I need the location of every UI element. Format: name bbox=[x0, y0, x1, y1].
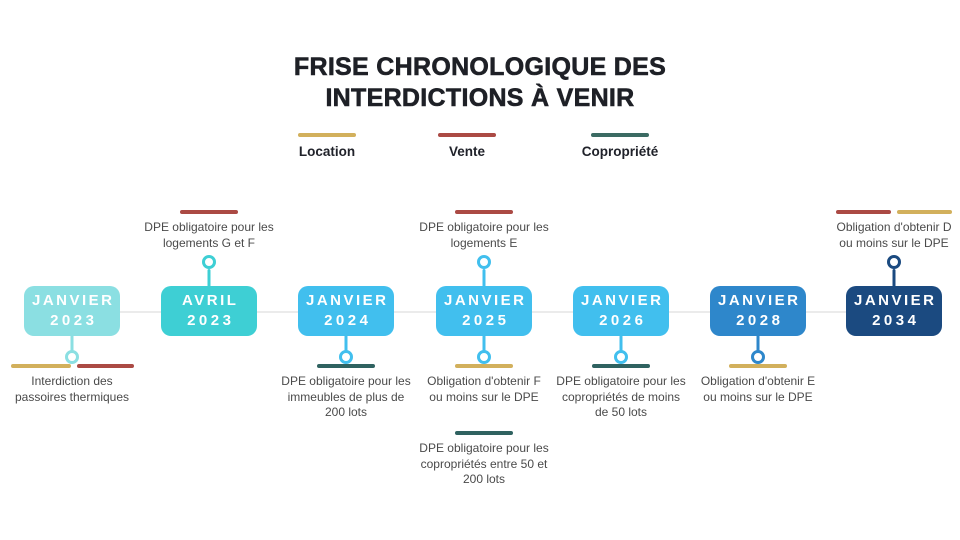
copropriete-bar bbox=[455, 431, 513, 435]
connector-dot bbox=[477, 255, 491, 269]
description-line: DPE obligatoire pour les bbox=[281, 374, 411, 388]
timeline-node-janvier-2023 bbox=[24, 286, 120, 336]
node-year: 2025 bbox=[462, 312, 510, 329]
timeline-node-janvier-2025 bbox=[436, 286, 532, 336]
legend-label-vente: Vente bbox=[448, 144, 486, 159]
description-line: Obligation d'obtenir F bbox=[427, 374, 541, 388]
copropriete-bar bbox=[317, 364, 375, 368]
vente-bar bbox=[455, 210, 513, 214]
description-line: copropriétés de moins bbox=[561, 389, 681, 404]
location-bar bbox=[11, 364, 71, 368]
description-line: Interdiction des bbox=[31, 374, 113, 388]
connector-dot bbox=[887, 255, 901, 269]
connector-line bbox=[208, 269, 211, 287]
node-month: JANVIER bbox=[31, 292, 115, 309]
timeline-node-janvier-2034 bbox=[846, 286, 942, 336]
timeline-event-janvier-2034 bbox=[809, 0, 960, 540]
connector-dot bbox=[477, 350, 491, 364]
description-line: ou moins sur le DPE bbox=[429, 389, 539, 404]
node-month: JANVIER bbox=[853, 292, 937, 309]
copropriete-bar bbox=[592, 364, 650, 368]
node-month: JANVIER bbox=[443, 292, 527, 309]
description-line: Obligation d'obtenir E bbox=[700, 374, 816, 388]
connector-dot bbox=[202, 255, 216, 269]
node-month: JANVIER bbox=[580, 292, 664, 309]
node-year: 2023 bbox=[187, 312, 235, 329]
node-month: JANVIER bbox=[305, 292, 389, 309]
node-month: JANVIER bbox=[717, 292, 801, 309]
node-year: 2034 bbox=[872, 312, 920, 329]
timeline-node-janvier-2028 bbox=[710, 286, 806, 336]
description-line: logements E bbox=[450, 235, 518, 250]
description-line: ou moins sur le DPE bbox=[703, 389, 813, 404]
node-year: 2023 bbox=[50, 312, 98, 329]
description-line: DPE obligatoire pour les bbox=[556, 374, 686, 388]
description-line: ou moins sur le DPE bbox=[839, 235, 949, 250]
vente-bar bbox=[836, 210, 891, 214]
description-line: 200 lots bbox=[324, 405, 368, 419]
description-line: DPE obligatoire pour les bbox=[419, 220, 549, 234]
location-bar bbox=[897, 210, 952, 214]
description-line: immeubles de plus de bbox=[287, 389, 405, 404]
category-bars bbox=[809, 210, 960, 214]
description-line: logements G et F bbox=[162, 235, 256, 250]
node-month: AVRIL bbox=[182, 292, 239, 309]
location-bar bbox=[729, 364, 787, 368]
location-bar bbox=[455, 364, 513, 368]
node-year: 2024 bbox=[324, 312, 372, 329]
description-line: passoires thermiques bbox=[14, 389, 130, 404]
connector-dot bbox=[751, 350, 765, 364]
vente-bar bbox=[180, 210, 238, 214]
connector-line bbox=[893, 269, 896, 287]
connector-dot bbox=[65, 350, 79, 364]
description-line: Obligation d'obtenir D bbox=[836, 220, 952, 234]
timeline-node-janvier-2024 bbox=[298, 286, 394, 336]
page-title-line1: FRISE CHRONOLOGIQUE DES bbox=[293, 53, 667, 81]
connector-dot bbox=[339, 350, 353, 364]
node-year: 2028 bbox=[736, 312, 784, 329]
connector-dot bbox=[614, 350, 628, 364]
connector-line bbox=[483, 269, 486, 287]
description-line: 200 lots bbox=[462, 472, 506, 486]
description-line: DPE obligatoire pour les bbox=[419, 441, 549, 455]
legend-label-copropriete: Copropriété bbox=[581, 144, 659, 159]
node-year: 2026 bbox=[599, 312, 647, 329]
description-line: DPE obligatoire pour les bbox=[144, 220, 274, 234]
description-line: copropriétés entre 50 et bbox=[420, 456, 548, 471]
timeline-node-janvier-2026 bbox=[573, 286, 669, 336]
legend-label-location: Location bbox=[298, 144, 356, 159]
page-title-line2: INTERDICTIONS À VENIR bbox=[325, 84, 635, 112]
timeline-node-avril-2023 bbox=[161, 286, 257, 336]
event-description bbox=[809, 220, 960, 251]
description-line: de 50 lots bbox=[594, 405, 648, 419]
